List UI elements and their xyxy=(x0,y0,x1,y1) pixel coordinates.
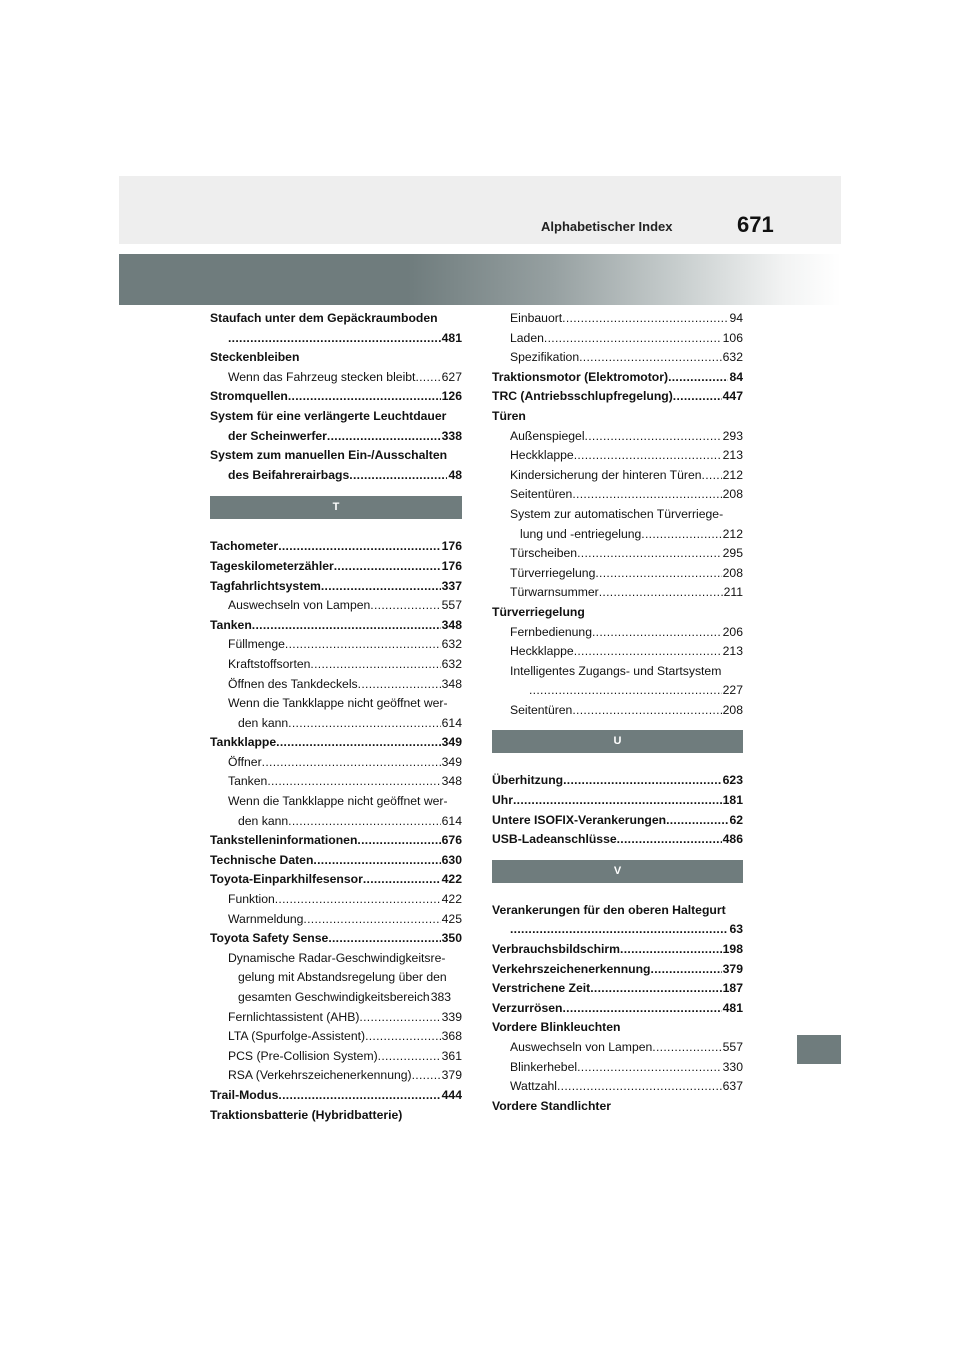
index-subentry: Öffner ..... 349 xyxy=(210,753,462,773)
index-entry-continuation: der Scheinwerfer ..... 338 xyxy=(210,427,462,447)
index-entry: Tankstelleninformationen ..... 676 xyxy=(210,831,462,851)
index-subentry: Dynamische Radar-Geschwindigkeitsre- xyxy=(228,950,446,965)
index-subentry: Wattzahl ..... 637 xyxy=(492,1077,743,1097)
index-entry: USB-Ladeanschlüsse ..... 486 xyxy=(492,830,743,850)
index-subentry: Laden ..... 106 xyxy=(492,329,743,349)
index-subentry: Wenn die Tankklappe nicht geöffnet wer- xyxy=(228,794,448,809)
index-subentry-continuation: ..... 227 xyxy=(492,681,743,701)
header-title: Alphabetischer Index xyxy=(541,219,673,234)
index-subentry: Intelligentes Zugangs- und Startsystem xyxy=(510,663,722,678)
index-subentry: Heckklappe ..... 213 xyxy=(492,446,743,466)
index-subentry: Außenspiegel ..... 293 xyxy=(492,427,743,447)
letter-heading-t: T xyxy=(210,496,462,519)
index-subentry: Blinkerhebel ..... 330 xyxy=(492,1058,743,1078)
index-subentry: Warnmeldung ..... 425 xyxy=(210,910,462,930)
index-entry: Vordere Blinkleuchten xyxy=(492,1020,621,1035)
letter-heading-v: V xyxy=(492,860,743,883)
index-entry: Untere ISOFIX-Verankerungen ..... 62 xyxy=(492,811,743,831)
index-entry: Verzurrösen ..... 481 xyxy=(492,999,743,1019)
page-number: 671 xyxy=(737,212,774,237)
index-subentry-continuation: gesamten Geschwindigkeitsbereich 383 xyxy=(238,990,452,1004)
index-subentry: Füllmenge ..... 632 xyxy=(210,635,462,655)
index-entry-continuation: des Beifahrerairbags ..... 48 xyxy=(210,466,462,486)
index-subentry: Tanken ..... 348 xyxy=(210,772,462,792)
index-subentry: Einbauort ..... 94 xyxy=(492,309,743,329)
index-entry: Toyota-Einparkhilfesensor ..... 422 xyxy=(210,870,462,890)
index-entry: System zum manuellen Ein-/Ausschalten xyxy=(210,448,448,463)
index-entry: Tankklappe ..... 349 xyxy=(210,733,462,753)
index-entry: Trail-Modus ..... 444 xyxy=(210,1086,462,1106)
index-entry: Verbrauchsbildschirm ..... 198 xyxy=(492,940,743,960)
index-subentry: Öffnen des Tankdeckels ..... 348 xyxy=(210,675,462,695)
index-subentry: Kraftstoffsorten ..... 632 xyxy=(210,655,462,675)
header-band xyxy=(119,176,841,244)
index-subentry: Fernbedienung ..... 206 xyxy=(492,623,743,643)
index-subentry: Wenn das Fahrzeug stecken bleibt ..... 627 xyxy=(210,368,462,388)
index-entry: Verstrichene Zeit ..... 187 xyxy=(492,979,743,999)
index-entry: Traktionsmotor (Elektromotor) ..... 84 xyxy=(492,368,743,388)
decorative-gradient-bar xyxy=(119,254,841,305)
index-subentry: Türverriegelung ..... 208 xyxy=(492,564,743,584)
index-entry: Türverriegelung xyxy=(492,604,585,619)
index-subentry: Türwarnsummer ..... 211 xyxy=(492,583,743,603)
index-entry: Verkehrszeichenerkennung ..... 379 xyxy=(492,960,743,980)
index-subentry-continuation: den kann ..... 614 xyxy=(210,714,462,734)
index-subentry-continuation: gelung mit Abstandsregelung über den xyxy=(238,970,447,985)
index-entry: Überhitzung ..... 623 xyxy=(492,771,743,791)
index-subentry: PCS (Pre-Collision System) ..... 361 xyxy=(210,1047,462,1067)
index-entry: Toyota Safety Sense ..... 350 xyxy=(210,929,462,949)
index-entry: Tanken ..... 348 xyxy=(210,616,462,636)
index-entry: System für eine verlängerte Leuchtdauer xyxy=(210,408,447,423)
index-subentry: Wenn die Tankklappe nicht geöffnet wer- xyxy=(228,696,448,711)
index-entry: Traktionsbatterie (Hybridbatterie) xyxy=(210,1107,403,1122)
index-column-right xyxy=(492,309,743,1116)
index-subentry: System zur automatischen Türverriege- xyxy=(510,506,724,521)
index-entry: Stromquellen ..... 126 xyxy=(210,387,462,407)
thumb-index-tab xyxy=(797,1035,841,1064)
index-subentry: Auswechseln von Lampen ..... 557 xyxy=(492,1038,743,1058)
index-entry-page-line: ..... 481 xyxy=(210,329,462,349)
index-subentry: Seitentüren ..... 208 xyxy=(492,485,743,505)
index-subentry: Kindersicherung der hinteren Türen ..... 212 xyxy=(492,466,743,486)
index-column-left xyxy=(210,309,462,1125)
index-subentry: Heckklappe ..... 213 xyxy=(492,642,743,662)
index-subentry: Auswechseln von Lampen ..... 557 xyxy=(210,596,462,616)
index-entry: Verankerungen für den oberen Haltegurt xyxy=(492,902,726,917)
index-entry: Tageskilometerzähler ..... 176 xyxy=(210,557,462,577)
index-subentry-continuation: lung und -entriegelung ..... 212 xyxy=(492,525,743,545)
index-entry: Uhr ..... 181 xyxy=(492,791,743,811)
index-subentry: Türscheiben ..... 295 xyxy=(492,544,743,564)
index-entry: Tachometer ..... 176 xyxy=(210,537,462,557)
index-entry: Steckenbleiben xyxy=(210,350,300,365)
letter-heading-u: U xyxy=(492,730,743,753)
index-entry: Staufach unter dem Gepäckraumboden xyxy=(210,311,438,325)
index-entry-page-line: ..... 63 xyxy=(492,920,743,940)
index-entry: Vordere Standlichter xyxy=(492,1098,611,1113)
index-subentry-continuation: den kann ..... 614 xyxy=(210,812,462,832)
index-subentry: Fernlichtassistent (AHB) ..... 339 xyxy=(210,1008,462,1028)
index-subentry: Spezifikation ..... 632 xyxy=(492,348,743,368)
index-subentry: Seitentüren ..... 208 xyxy=(492,701,743,721)
index-subentry: Funktion ..... 422 xyxy=(210,890,462,910)
index-entry: TRC (Antriebsschlupfregelung) ..... 447 xyxy=(492,387,743,407)
index-entry: Türen xyxy=(492,408,526,423)
index-subentry: RSA (Verkehrszeichenerkennung) ..... 379 xyxy=(210,1066,462,1086)
index-subentry: LTA (Spurfolge-Assistent) ..... 368 xyxy=(210,1027,462,1047)
index-entry: Technische Daten ..... 630 xyxy=(210,851,462,871)
index-entry: Tagfahrlichtsystem ..... 337 xyxy=(210,577,462,597)
